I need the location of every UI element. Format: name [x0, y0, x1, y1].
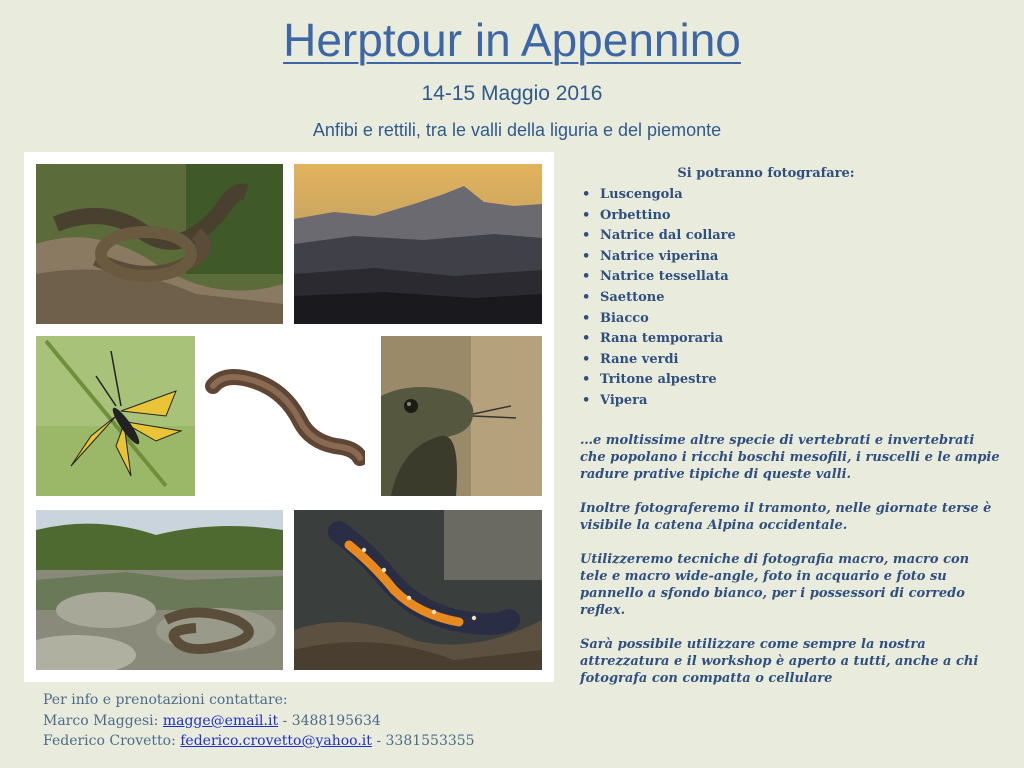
contact-phone: - 3488195634 — [278, 712, 381, 729]
river-valley-viper-photo — [36, 510, 283, 670]
list-item: • Vipera — [580, 391, 1000, 412]
paragraph-equipment: Sarà possibile utilizzare come sempre la nostra attrezzatura e il workshop è aperto a tutti, anche a chi fotografa con compatta o cellulare — [580, 636, 979, 686]
list-item: • Luscengola — [580, 185, 1000, 206]
alpine-newt-photo — [294, 510, 542, 670]
event-date: 14-15 Maggio 2016 — [421, 82, 603, 105]
event-subtitle: Anfibi e rettili, tra le valli della liguria e del piemonte — [312, 120, 722, 140]
list-item: • Natrice dal collare — [580, 226, 1000, 247]
paragraph-sunset: Inoltre fotograferemo il tramonto, nelle giornate terse è visibile la catena Alpina occidentale. — [580, 500, 992, 533]
paragraph-species: …e moltissime altre specie di vertebrati e invertebrati che popolano i ricchi boschi mesofili, i ruscelli e le ampie radure prative tipiche di queste valli. — [580, 432, 1000, 482]
species-heading: Si potranno fotografare: — [677, 166, 855, 181]
list-item: • Saettone — [580, 288, 1000, 309]
list-item: • Rana temporaria — [580, 329, 1000, 350]
slow-worm-photo — [205, 336, 365, 496]
contact-name: Federico Crovetto: — [43, 733, 176, 749]
snake-head-photo — [381, 336, 542, 496]
owlfly-insect-photo — [36, 336, 195, 496]
species-list — [580, 185, 1000, 412]
list-item: • Orbettino — [580, 206, 1000, 227]
contact-name: Marco Maggesi: — [43, 712, 159, 729]
page-title: Herptour in Appennino — [283, 14, 741, 66]
list-item: • Rane verdi — [580, 350, 1000, 371]
paragraph-techniques: Utilizzeremo tecniche di fotografia macro, macro con tele e macro wide-angle, foto in acquario e foto su pannello a sfondo bianco, per i possessori di corredo reflex. — [580, 551, 970, 618]
contact-phone: - 3381553355 — [371, 733, 475, 749]
contact-info — [43, 690, 475, 752]
list-item: • Natrice tessellata — [580, 267, 1000, 288]
info-column — [580, 166, 1000, 687]
email-link-federico[interactable]: federico.crovetto@yahoo.it — [180, 733, 372, 749]
photo-collage — [24, 152, 554, 682]
mountain-sunset-photo — [294, 164, 542, 324]
list-item: • Biacco — [580, 309, 1000, 330]
contact-row-marco — [43, 711, 475, 732]
email-link-marco[interactable]: magge@email.it — [162, 712, 279, 729]
list-item: • Natrice viperina — [580, 247, 1000, 268]
snake-coiled-on-bark-photo — [36, 164, 283, 324]
list-item: • Tritone alpestre — [580, 370, 1000, 391]
contact-row-federico — [43, 731, 475, 752]
contact-intro: Per info e prenotazioni contattare: — [43, 692, 288, 708]
